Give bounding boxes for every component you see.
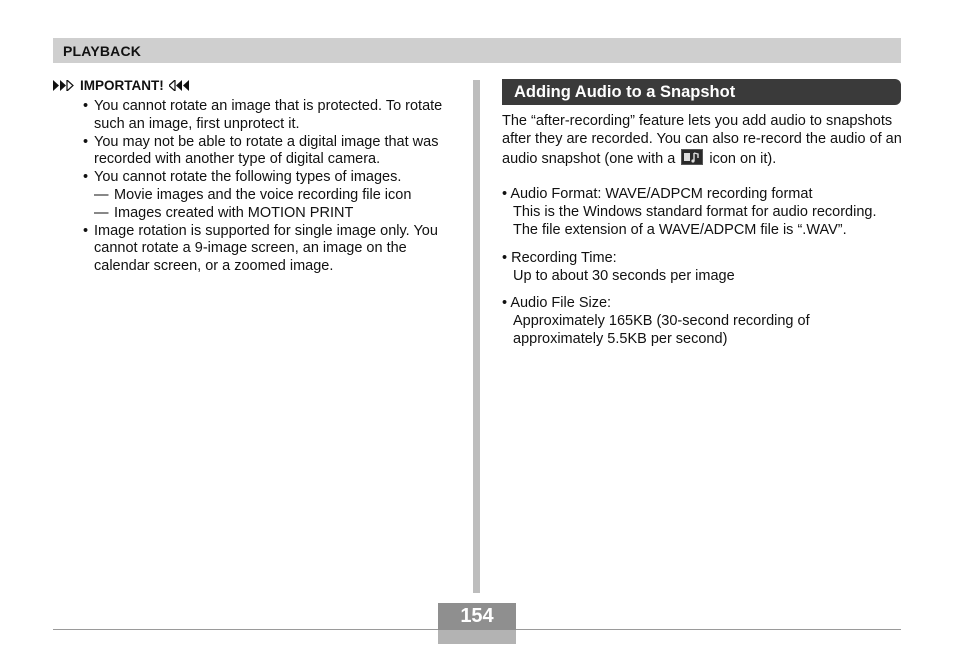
important-notes — [53, 78, 443, 276]
arrow-left-icon — [169, 80, 190, 91]
section-title: Adding Audio to a Snapshot — [502, 79, 901, 105]
section-intro: The “after-recording” feature lets you add audio to snapshots after they are recorded. You can also re-record the audio of an audio snapshot (one with a icon on it). — [502, 113, 902, 167]
audio-section — [502, 79, 902, 359]
spec-list — [502, 186, 902, 348]
list-item: • You may not be able to rotate a digital image that was recorded with another type of digital camera. — [83, 133, 439, 168]
list-item: • You cannot rotate an image that is protected. To rotate such an image, first unprotect it. — [83, 98, 443, 132]
important-heading — [53, 78, 443, 93]
list-item: • Recording Time: Up to about 30 seconds per image — [502, 249, 735, 284]
sub-list-item: — Images created with MOTION PRINT — [94, 204, 354, 221]
list-item: • Image rotation is supported for single image only. You cannot rotate a 9-image screen, an image on the calendar screen, or a zoomed image. — [83, 222, 438, 275]
page-number-badge — [438, 603, 516, 644]
page-number: 154 — [438, 603, 516, 630]
section-header-bar — [53, 38, 901, 63]
list-item: • You cannot rotate the following types of images. — Movie images and the voice recording file icon — Images created with MOTION PRINT — [83, 169, 443, 222]
important-label: IMPORTANT! — [80, 78, 164, 93]
important-bullet-list — [53, 98, 443, 276]
list-item: • Audio Format: WAVE/ADPCM recording format This is the Windows standard format for audio recording. The file extension of a WAVE/ADPCM file is “.WAV”. — [502, 186, 877, 238]
arrow-right-icon — [53, 80, 74, 91]
column-divider — [473, 80, 480, 593]
audio-snapshot-icon — [681, 149, 703, 165]
section-header-label: PLAYBACK — [63, 43, 142, 59]
sub-list-item: — Movie images and the voice recording file icon — [94, 186, 412, 203]
list-item: • Audio File Size: Approximately 165KB (30-second recording of approximately 5.5KB per second) — [502, 295, 810, 347]
